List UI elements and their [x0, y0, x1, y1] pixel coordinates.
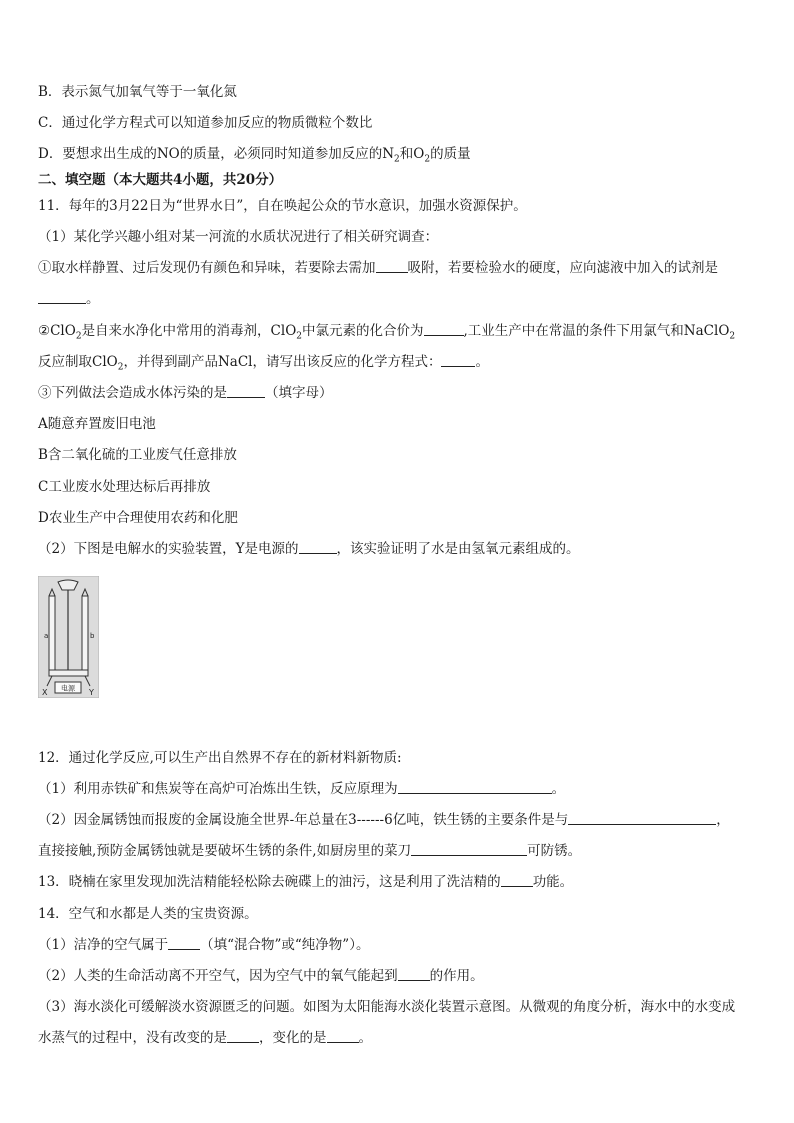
question-11-part-2 — [38, 539, 580, 559]
question-14-part-2 — [38, 966, 484, 986]
electrolysis-apparatus-figure — [38, 576, 99, 698]
text: 13．晓楠在家里发现加洗洁精能轻松除去碗碟上的油污，这是利用了洗洁精的 — [38, 874, 501, 890]
answer-blank[interactable] — [424, 321, 464, 336]
question-11-item-1-cont — [38, 289, 100, 309]
answer-blank[interactable] — [411, 841, 527, 856]
tube-b-label: b — [90, 632, 95, 640]
tube-a-label: a — [44, 632, 49, 640]
choice-b: B含二氧化硫的工业废气任意排放 — [38, 447, 237, 463]
question-14-part-3: （3）海水淡化可缓解淡水资源匮乏的问题。如图为太阳能海水淡化装置示意图。从微观的角度分析，海水中的水变成 — [38, 999, 736, 1015]
text: （2）下图是电解水的实验装置，Y是电源的 — [38, 541, 299, 557]
text: 直接接触,预防金属锈蚀就是要破坏生锈的条件,如厨房里的菜刀 — [38, 843, 412, 859]
text: 。 — [358, 1030, 372, 1046]
electrode-x-label: X — [42, 688, 48, 697]
text: 吸附，若要检验水的硬度，应向滤液中加入的试剂是 — [407, 260, 718, 276]
section-heading: 二、填空题（本大题共4小题，共20分） — [38, 172, 283, 188]
text: 功能。 — [532, 874, 574, 890]
answer-blank[interactable] — [299, 539, 337, 554]
subscript: 2 — [296, 331, 303, 342]
text: 反应制取ClO — [38, 354, 118, 370]
option-c: C．通过化学方程式可以知道参加反应的物质微粒个数比 — [38, 115, 373, 131]
text: （1）洁净的空气属于 — [38, 937, 169, 953]
subscript: 2 — [729, 331, 736, 342]
option-d — [38, 144, 471, 170]
choice-a: A随意弃置废旧电池 — [38, 416, 156, 432]
text: （2）因金属锈蚀而报废的金属设施全世界-年总量在3------6亿吨，铁生锈的主要条件是与 — [38, 812, 569, 828]
text: ，该实验证明了水是由氢氧元素组成的。 — [336, 541, 580, 557]
text: 中氯元素的化合价为 — [302, 323, 424, 339]
option-d-text-a: D．要想求出生成的NO的质量，必须同时知道参加反应的N — [38, 146, 395, 162]
question-12-part-1 — [38, 779, 565, 799]
text: ①取水样静置、过后发现仍有颜色和异味，若要除去需加 — [38, 260, 376, 276]
text: （填字母） — [265, 385, 333, 401]
question-14-part-1 — [38, 935, 369, 955]
text: （1）利用赤铁矿和焦炭等在高炉可冶炼出生铁，反应原理为 — [38, 781, 398, 797]
text: （填“混合物”或“纯净物”）。 — [200, 937, 370, 953]
subscript: 2 — [394, 154, 400, 165]
answer-blank[interactable] — [227, 383, 265, 398]
answer-blank[interactable] — [441, 352, 475, 367]
text: 。 — [551, 781, 566, 797]
choice-c: C工业废水处理达标后再排放 — [38, 479, 211, 495]
text: 水蒸气的过程中，没有改变的是 — [38, 1030, 227, 1046]
answer-blank[interactable] — [501, 872, 533, 887]
option-d-text-b: 和O — [399, 146, 425, 162]
answer-blank[interactable] — [398, 779, 552, 794]
question-11-item-2 — [38, 321, 735, 347]
subscript: 2 — [424, 154, 431, 165]
answer-blank[interactable] — [227, 1028, 259, 1043]
answer-blank[interactable] — [568, 810, 716, 825]
option-d-text-c: 的质量 — [430, 146, 471, 162]
text: ，并得到副产品NaCl，请写出该反应的化学方程式： — [123, 354, 442, 370]
text: 的作用。 — [429, 968, 484, 984]
answer-blank[interactable] — [168, 935, 200, 950]
text: 。 — [86, 291, 100, 307]
question-14: 14．空气和水都是人类的宝贵资源。 — [38, 906, 258, 922]
subscript: 2 — [117, 362, 124, 373]
power-source-label: 电源 — [61, 684, 75, 693]
answer-blank[interactable] — [38, 289, 86, 304]
question-14-part-3-cont — [38, 1028, 372, 1048]
text: ， — [716, 812, 730, 828]
answer-blank[interactable] — [376, 258, 408, 273]
electrode-y-label: Y — [89, 688, 94, 697]
question-13 — [38, 872, 573, 892]
text: 是自来水净化中常用的消毒剂，ClO — [81, 323, 297, 339]
option-b: B．表示氮气加氧气等于一氧化氮 — [38, 84, 237, 100]
question-12: 12．通过化学反应,可以生产出自然界不存在的新材料新物质: — [38, 750, 402, 766]
text: ,工业生产中在常温的条件下用氯气和NaClO — [463, 323, 730, 339]
text: 可防锈。 — [527, 843, 582, 859]
text: 。 — [475, 354, 489, 370]
text: ，变化的是 — [259, 1030, 327, 1046]
text: （2）人类的生命活动离不开空气，因为空气中的氧气能起到 — [38, 968, 398, 984]
question-11-part-1: （1）某化学兴趣小组对某一河流的水质状况进行了相关研究调查： — [38, 229, 439, 245]
text: ③下列做法会造成水体污染的是 — [38, 385, 227, 401]
question-12-part-2 — [38, 810, 730, 830]
question-11-item-3 — [38, 383, 333, 403]
choice-d: D农业生产中合理使用农药和化肥 — [38, 510, 238, 526]
answer-blank[interactable] — [398, 966, 430, 981]
question-12-part-2-cont — [38, 841, 581, 861]
subscript: 2 — [75, 331, 82, 342]
question-11-item-1 — [38, 258, 718, 278]
answer-blank[interactable] — [327, 1028, 359, 1043]
text: ②ClO — [38, 323, 76, 339]
question-11: 11．每年的3月22日为“世界水日”，自在唤起公众的节水意识，加强水资源保护。 — [38, 198, 527, 214]
question-11-item-2-cont — [38, 352, 489, 378]
